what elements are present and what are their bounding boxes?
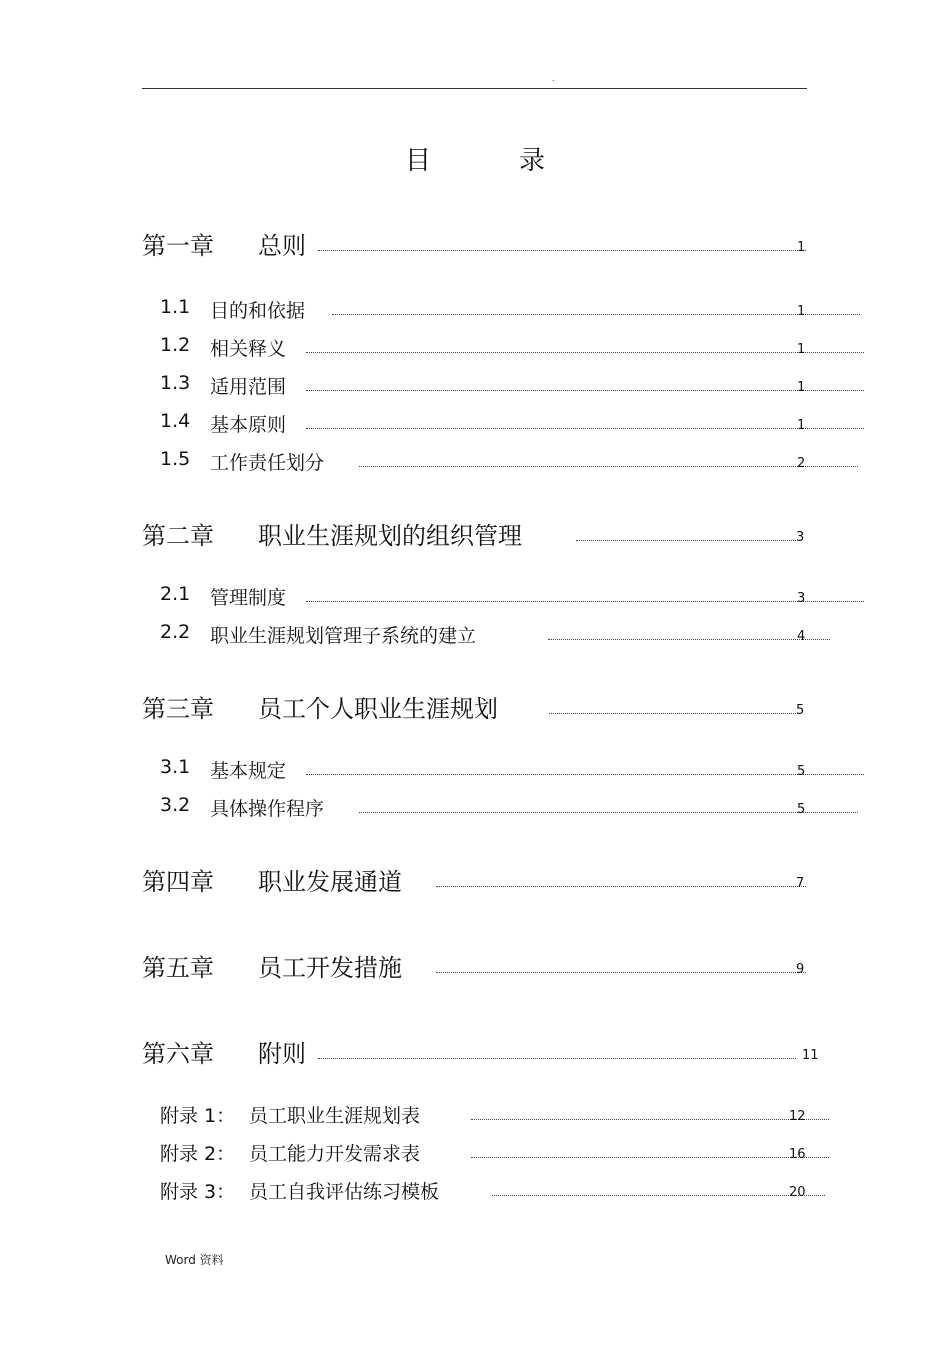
toc-chapter-6[interactable]: [0, 1034, 950, 1068]
toc-section-1-2[interactable]: [0, 334, 950, 368]
section-number: 2.2: [160, 621, 191, 643]
page-number: 9: [796, 962, 805, 977]
page-number: 1: [797, 240, 806, 255]
dot-leader: [306, 601, 864, 602]
toc-section-1-1[interactable]: [0, 296, 950, 330]
section-number: 3.1: [160, 756, 191, 778]
toc-chapter-4[interactable]: [0, 862, 950, 896]
header-rule: [142, 88, 807, 89]
chapter-title: 职业生涯规划的组织管理: [258, 522, 522, 550]
page-number: 12: [789, 1109, 806, 1124]
dot-leader: [576, 540, 796, 541]
toc-section-1-5[interactable]: [0, 448, 950, 482]
section-title: 适用范围: [210, 376, 287, 398]
appendix-number: 附录 2：: [160, 1143, 236, 1165]
section-title: 目的和依据: [210, 300, 306, 322]
toc-chapter-3[interactable]: [0, 689, 950, 723]
page-footer: Word 资料: [165, 1253, 224, 1267]
page-number: 16: [789, 1147, 806, 1162]
chapter-title: 总则: [258, 232, 306, 260]
chapter-title: 职业发展通道: [258, 868, 402, 896]
page-number: 1: [797, 342, 806, 357]
appendix-title: 员工自我评估练习模板: [249, 1181, 440, 1203]
section-title: 工作责任划分: [210, 452, 325, 474]
page-number: 7: [796, 876, 805, 891]
chapter-number: 第五章: [142, 954, 214, 982]
dot-leader: [549, 713, 796, 714]
section-title: 管理制度: [210, 587, 287, 609]
toc-section-3-1[interactable]: [0, 756, 950, 790]
page-number: 5: [797, 764, 806, 779]
section-number: 2.1: [160, 583, 191, 605]
page-number: 20: [789, 1185, 806, 1200]
page-number: 4: [797, 629, 806, 644]
toc-section-2-1[interactable]: [0, 583, 950, 617]
appendix-title: 员工能力开发需求表: [249, 1143, 421, 1165]
section-title: 职业生涯规划管理子系统的建立: [210, 625, 477, 647]
dot-leader: [306, 428, 864, 429]
appendix-title: 员工职业生涯规划表: [249, 1105, 421, 1127]
dot-leader: [548, 639, 830, 640]
page-number: 1: [797, 304, 806, 319]
toc-section-1-4[interactable]: [0, 410, 950, 444]
page-number: 11: [802, 1048, 819, 1063]
toc-chapter-5[interactable]: [0, 948, 950, 982]
page-number: 5: [797, 802, 806, 817]
dot-leader: [332, 314, 860, 315]
chapter-number: 第六章: [142, 1040, 214, 1068]
section-title: 相关释义: [210, 338, 287, 360]
toc-title-right: 录: [519, 146, 546, 176]
header-mark: .: [552, 74, 555, 83]
dot-leader: [436, 886, 806, 887]
appendix-number: 附录 1：: [160, 1105, 236, 1127]
toc-section-1-3[interactable]: [0, 372, 950, 406]
toc-title-left: 目: [404, 146, 431, 176]
section-title: 具体操作程序: [210, 798, 325, 820]
chapter-number: 第一章: [142, 232, 214, 260]
section-number: 1.3: [160, 372, 191, 394]
chapter-title: 附则: [258, 1040, 306, 1068]
dot-leader: [359, 466, 858, 467]
section-number: 3.2: [160, 794, 191, 816]
page-number: 3: [796, 530, 805, 545]
dot-leader: [471, 1119, 829, 1120]
section-title: 基本原则: [210, 414, 287, 436]
dot-leader: [471, 1157, 829, 1158]
chapter-number: 第二章: [142, 522, 214, 550]
dot-leader: [318, 250, 806, 251]
dot-leader: [306, 774, 864, 775]
toc-appendix-3[interactable]: [0, 1177, 950, 1211]
section-number: 1.5: [160, 448, 191, 470]
toc-section-3-2[interactable]: [0, 794, 950, 828]
section-number: 1.1: [160, 296, 191, 318]
dot-leader: [492, 1195, 825, 1196]
chapter-number: 第三章: [142, 695, 214, 723]
appendix-number: 附录 3：: [160, 1181, 236, 1203]
page-number: 1: [797, 380, 806, 395]
toc-chapter-1[interactable]: [0, 226, 950, 260]
toc-section-2-2[interactable]: [0, 621, 950, 655]
toc-chapter-2[interactable]: [0, 516, 950, 550]
page-number: 1: [797, 418, 806, 433]
toc-appendix-1[interactable]: [0, 1101, 950, 1135]
toc-title: [0, 140, 950, 177]
section-number: 1.4: [160, 410, 191, 432]
section-number: 1.2: [160, 334, 191, 356]
page-number: 3: [797, 591, 806, 606]
dot-leader: [306, 352, 864, 353]
page-number: 2: [797, 456, 806, 471]
chapter-title: 员工开发措施: [258, 954, 402, 982]
chapter-number: 第四章: [142, 868, 214, 896]
dot-leader: [318, 1058, 796, 1059]
dot-leader: [436, 972, 806, 973]
section-title: 基本规定: [210, 760, 287, 782]
page-number: 5: [796, 703, 805, 718]
dot-leader: [359, 812, 858, 813]
chapter-title: 员工个人职业生涯规划: [258, 695, 498, 723]
toc-appendix-2[interactable]: [0, 1139, 950, 1173]
dot-leader: [306, 390, 864, 391]
